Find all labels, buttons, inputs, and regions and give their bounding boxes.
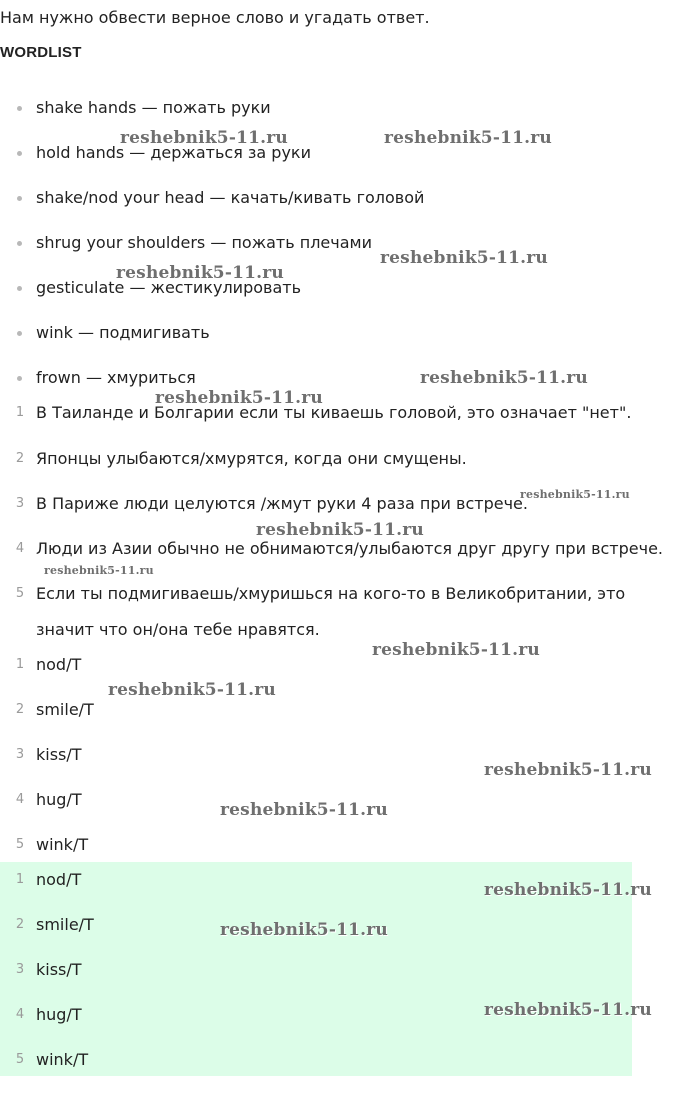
item-number: 3 — [15, 962, 25, 977]
bullet-icon — [17, 331, 22, 336]
wordlist-entry: frown — хмуриться — [36, 368, 196, 387]
sentence-text: Люди из Азии обычно не обнимаются/улыбаются друг другу при встрече. — [36, 539, 663, 558]
watermark: reshebnik5-11.ru — [484, 880, 652, 900]
answer-text: kiss/T — [36, 960, 82, 979]
watermark: reshebnik5-11.ru — [484, 760, 652, 780]
item-number: 4 — [15, 1007, 25, 1022]
sentence-text: В Таиланде и Болгарии если ты киваешь головой, это означает "нет". — [36, 403, 632, 422]
answer-text: wink/T — [36, 1050, 89, 1069]
wordlist-entry: wink — подмигивать — [36, 323, 210, 342]
watermark: reshebnik5-11.ru — [44, 564, 154, 577]
watermark: reshebnik5-11.ru — [155, 388, 323, 408]
watermark: reshebnik5-11.ru — [256, 520, 424, 540]
answer-text: kiss/T — [36, 745, 82, 764]
sentence-continuation: значит что он/она тебе нравятся. — [36, 620, 320, 639]
answer-text: smile/T — [36, 700, 94, 719]
watermark: reshebnik5-11.ru — [220, 920, 388, 940]
answer-text: hug/T — [36, 790, 82, 809]
bullet-icon — [17, 241, 22, 246]
wordlist-entry: shake/nod your head — качать/кивать головой — [36, 188, 425, 207]
bullet-icon — [17, 106, 22, 111]
watermark: reshebnik5-11.ru — [220, 800, 388, 820]
sentence-text: В Париже люди целуются /жмут руки 4 раза при встрече. — [36, 494, 528, 513]
wordlist-entry: gesticulate — жестикулировать — [36, 278, 301, 297]
watermark: reshebnik5-11.ru — [108, 680, 276, 700]
item-number: 3 — [15, 747, 25, 762]
watermark: reshebnik5-11.ru — [372, 640, 540, 660]
item-number: 1 — [15, 405, 25, 420]
item-number: 1 — [15, 657, 25, 672]
sentence-text: Японцы улыбаются/хмурятся, когда они смущены. — [36, 449, 467, 468]
bullet-icon — [17, 196, 22, 201]
wordlist-entry: hold hands — держаться за руки — [36, 143, 311, 162]
item-number: 5 — [15, 586, 25, 601]
watermark: reshebnik5-11.ru — [420, 368, 588, 388]
item-number: 5 — [15, 837, 25, 852]
watermark: reshebnik5-11.ru — [384, 128, 552, 148]
watermark: reshebnik5-11.ru — [484, 1000, 652, 1020]
item-number: 3 — [15, 496, 25, 511]
item-number: 2 — [15, 917, 25, 932]
answer-text: nod/T — [36, 870, 82, 889]
sentence-text: Если ты подмигиваешь/хмуришься на кого-то в Великобритании, это — [36, 584, 626, 603]
watermark: reshebnik5-11.ru — [380, 248, 548, 268]
wordlist-heading: WORDLIST — [0, 44, 82, 61]
watermark: reshebnik5-11.ru — [520, 488, 630, 501]
bullet-icon — [17, 151, 22, 156]
bullet-icon — [17, 376, 22, 381]
watermark: reshebnik5-11.ru — [116, 263, 284, 283]
item-number: 1 — [15, 872, 25, 887]
item-number: 2 — [15, 451, 25, 466]
watermark: reshebnik5-11.ru — [120, 128, 288, 148]
wordlist-entry: shake hands — пожать руки — [36, 98, 271, 117]
bullet-icon — [17, 286, 22, 291]
answer-text: wink/T — [36, 835, 89, 854]
item-number: 2 — [15, 702, 25, 717]
item-number: 5 — [15, 1052, 25, 1067]
answer-text: smile/T — [36, 915, 94, 934]
item-number: 4 — [15, 792, 25, 807]
answer-text: nod/T — [36, 655, 82, 674]
wordlist-entry: shrug your shoulders — пожать плечами — [36, 233, 372, 252]
item-number: 4 — [15, 541, 25, 556]
answer-text: hug/T — [36, 1005, 82, 1024]
intro-text: Нам нужно обвести верное слово и угадать ответ. — [0, 8, 430, 27]
